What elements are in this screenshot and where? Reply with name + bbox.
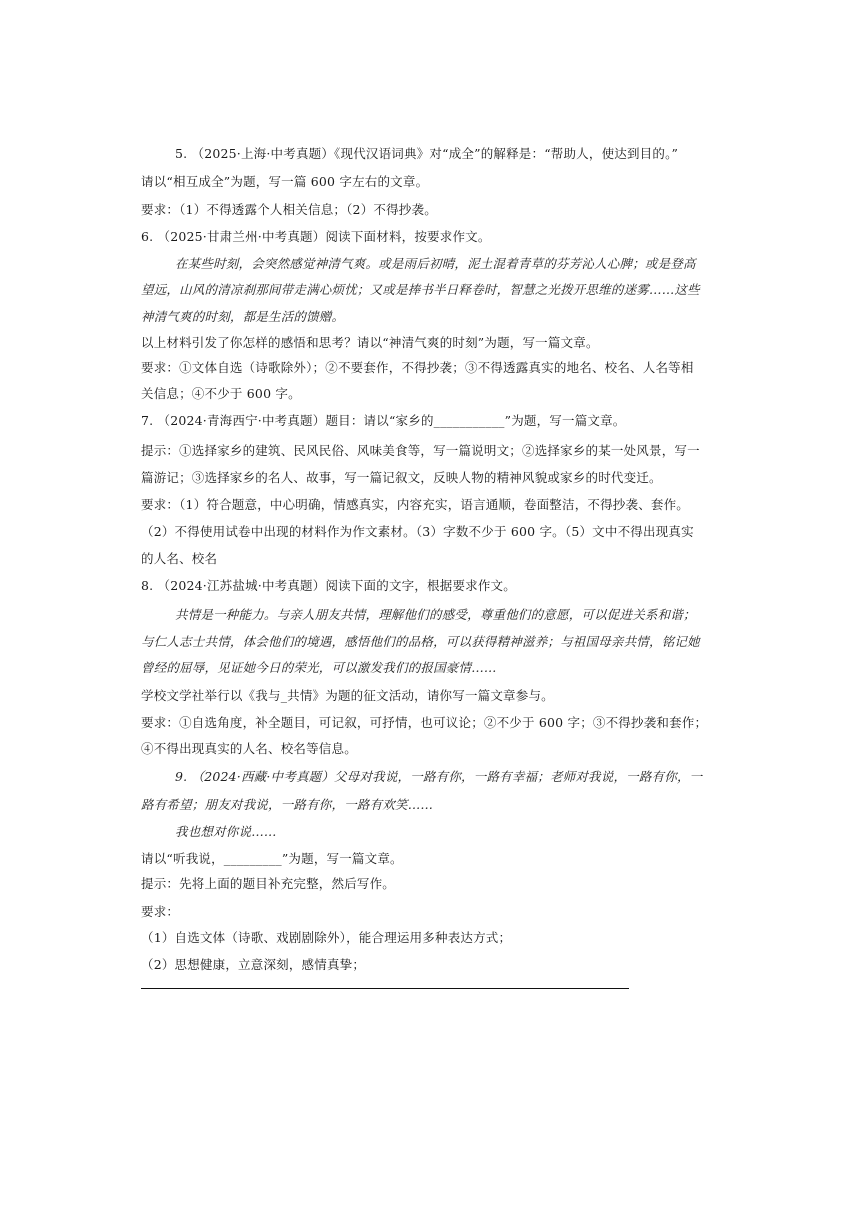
q6-heading: 6. （2025·甘肃兰州·中考真题）阅读下面材料，按要求作文。 xyxy=(141,229,491,244)
q6-material-3: 神清气爽的时刻，都是生活的馈赠。 xyxy=(141,309,345,324)
q8-prompt: 学校文学社举行以《我与_共情》为题的征文活动，请你写一篇文章参与。 xyxy=(141,688,554,703)
bottom-divider xyxy=(141,988,629,989)
q7-requirements-2: （2）不得使用试卷中出现的材料作为作文素材。（3）字数不少于 600 字。（5）文中不得出现真实 xyxy=(141,524,694,539)
q9-heading-2: 路有希望；朋友对我说，一路有你，一路有欢笑…… xyxy=(141,797,434,812)
q5-line-2: 请以“相互成全”为题，写一篇 600 字左右的文章。 xyxy=(141,174,429,189)
q6-prompt: 以上材料引发了你怎样的感悟和思考？请以“神清气爽的时刻”为题，写一篇文章。 xyxy=(141,335,599,350)
q6-requirements-2: 关信息；④不少于 600 字。 xyxy=(141,386,301,401)
q8-requirements-1: 要求：①自选角度，补全题目，可记叙，可抒情，也可议论；②不少于 600 字；③不得抄袭和套作； xyxy=(141,715,708,730)
q7-heading: 7. （2024·青海西宁·中考真题）题目：请以“家乡的___________”为题，写一篇文章。 xyxy=(141,413,626,428)
q9-heading-1: 9. （2024·西藏·中考真题）父母对我说，一路有你，一路有幸福；老师对我说，一路有你，一 xyxy=(175,769,703,784)
q8-heading: 8. （2024·江苏盐城·中考真题）阅读下面的文字，根据要求作文。 xyxy=(141,578,516,593)
q7-tip-1: 提示：①选择家乡的建筑、民风民俗、风味美食等，写一篇说明文；②选择家乡的某一处风景，写一 xyxy=(141,443,700,458)
q5-requirements: 要求：（1）不得透露个人相关信息；（2）不得抄袭。 xyxy=(141,202,437,217)
q7-tip-2: 篇游记；③选择家乡的名人、故事，写一篇记叙文，反映人物的精神风貌或家乡的时代变迁。 xyxy=(141,470,662,485)
q7-requirements-1: 要求：（1）符合题意，中心明确，情感真实，内容充实，语言通顺，卷面整洁，不得抄袭、套作。 xyxy=(141,497,690,512)
q6-requirements-1: 要求：①文体自选（诗歌除外）；②不要套作，不得抄袭；③不得透露真实的地名、校名、人名等相 xyxy=(141,360,694,375)
q9-material: 我也想对你说…… xyxy=(175,824,277,839)
q9-tip: 提示：先将上面的题目补充完整，然后写作。 xyxy=(141,876,396,891)
q8-material-3: 曾经的屈辱，见证她今日的荣光，可以激发我们的报国豪情…… xyxy=(141,660,497,675)
q9-requirement-1: （1）自选文体（诗歌、戏剧剧除外），能合理运用多种表达方式； xyxy=(141,930,512,945)
q6-material-2: 望远，山风的清凉刹那间带走满心烦忧；又或是捧书半日释卷时，智慧之光拨开思维的迷雾……这些 xyxy=(141,282,700,297)
q8-material-1: 共情是一种能力。与亲人朋友共情，理解他们的感受，尊重他们的意愿，可以促进关系和谐； xyxy=(175,607,696,622)
q8-requirements-2: ④不得出现真实的人名、校名等信息。 xyxy=(141,741,357,756)
q9-requirement-2: （2）思想健康，立意深刻，感情真挚； xyxy=(141,957,366,972)
q6-material-1: 在某些时刻，会突然感觉神清气爽。或是雨后初晴，泥土混着青草的芬芳沁人心脾；或是登高 xyxy=(175,256,696,271)
q5-line-1: 5. （2025·上海·中考真题）《现代汉语词典》对“成全”的解释是：“帮助人，使达到目的。” xyxy=(175,146,679,161)
q9-prompt: 请以“听我说，_________”为题，写一篇文章。 xyxy=(141,851,403,866)
q9-requirements-label: 要求： xyxy=(141,904,180,919)
q7-requirements-3: 的人名、校名 xyxy=(141,551,218,566)
q8-material-2: 与仁人志士共情，体会他们的境遇，感悟他们的品格，可以获得精神滋养；与祖国母亲共情，铭记她 xyxy=(141,634,700,649)
